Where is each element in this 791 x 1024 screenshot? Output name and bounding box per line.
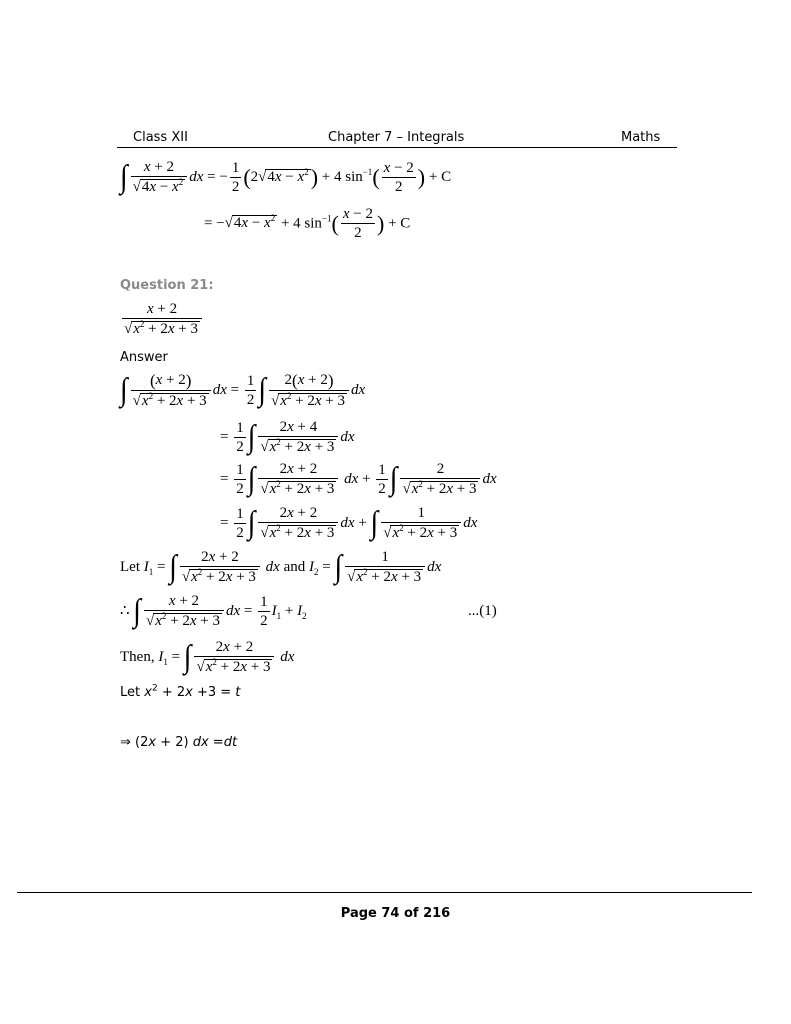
prev-result-line-1: ∫ $\frac{x + 2}{√4x - x^2}$ dx = − $\frac{1}{2}$ $(2√4x - x^2) + 4$ $\sin^{-1}$( $\frac{x - 2}{2}$ ) + C (120, 159, 452, 195)
header-class: Class XII (133, 130, 188, 145)
solution-line-4: = $\frac{1}{2}$ ∫ $\frac{2x + 2}{√x^2 + 2x + 3}$ dx + ∫ $\frac{1}{√x^2 + 2x + 3}$ dx (220, 505, 478, 541)
solution-line-3: = $\frac{1}{2}$ ∫ $\frac{2x + 2}{√x^2 + 2x + 3}$ dx + $\frac{1}{2}$ ∫ $\frac{2}{√x^2 + 2x + 3}$ dx (220, 461, 497, 497)
then-line: Then, $I_1$ = ∫ $\frac{2x + 2}{√x^2 + 2x + 3}$ dx (120, 639, 295, 675)
solution-line-1: ∫ $\frac{(x + 2)}{√x^2 + 2x + 3}$ dx = $\frac{1}{2}$ ∫ $\frac{2(x + 2)}{√x^2 + 2x + 3}$ dx (120, 371, 366, 409)
question-title: Question 21: (120, 278, 214, 293)
prev-result-line-2: = $-√4x - x^2 + 4$ $\sin^{-1}$( $\frac{x - 2}{2}$ ) + C (204, 206, 411, 241)
header-chapter: Chapter 7 – Integrals (328, 130, 465, 145)
footer-divider (17, 892, 752, 893)
header-divider (117, 147, 677, 148)
solution-line-2: = $\frac{1}{2}$ ∫ $\frac{2x + 4}{√x^2 + 2x + 3}$ dx (220, 419, 355, 455)
equation-tag: ...(1) (468, 603, 497, 619)
header-subject: Maths (621, 130, 661, 145)
substitution-line: Let $x^2 + 2x +3 = t$ (120, 683, 241, 700)
answer-label: Answer (120, 350, 168, 365)
define-integrals-line: Let $I_1$ = ∫ $\frac{2x + 2}{√x^2 + 2x + 3}$ dx and $I_2$ = ∫ $\frac{1}{√x^2 + 2x + 3}$ dx (120, 549, 442, 585)
therefore-line: ∴ ∫ $\frac{x + 2}{√x^2 + 2x + 3}$ dx = $\frac{1}{2}$ $I_1 + I_2$ (120, 593, 307, 629)
differential-line: ⇒ (2x + 2) dx =dt (120, 735, 238, 750)
page-number: Page 74 of 216 (340, 906, 451, 921)
question-expression: $\frac{x + 2}{√x^2 + 2x + 3}$ (120, 302, 204, 337)
